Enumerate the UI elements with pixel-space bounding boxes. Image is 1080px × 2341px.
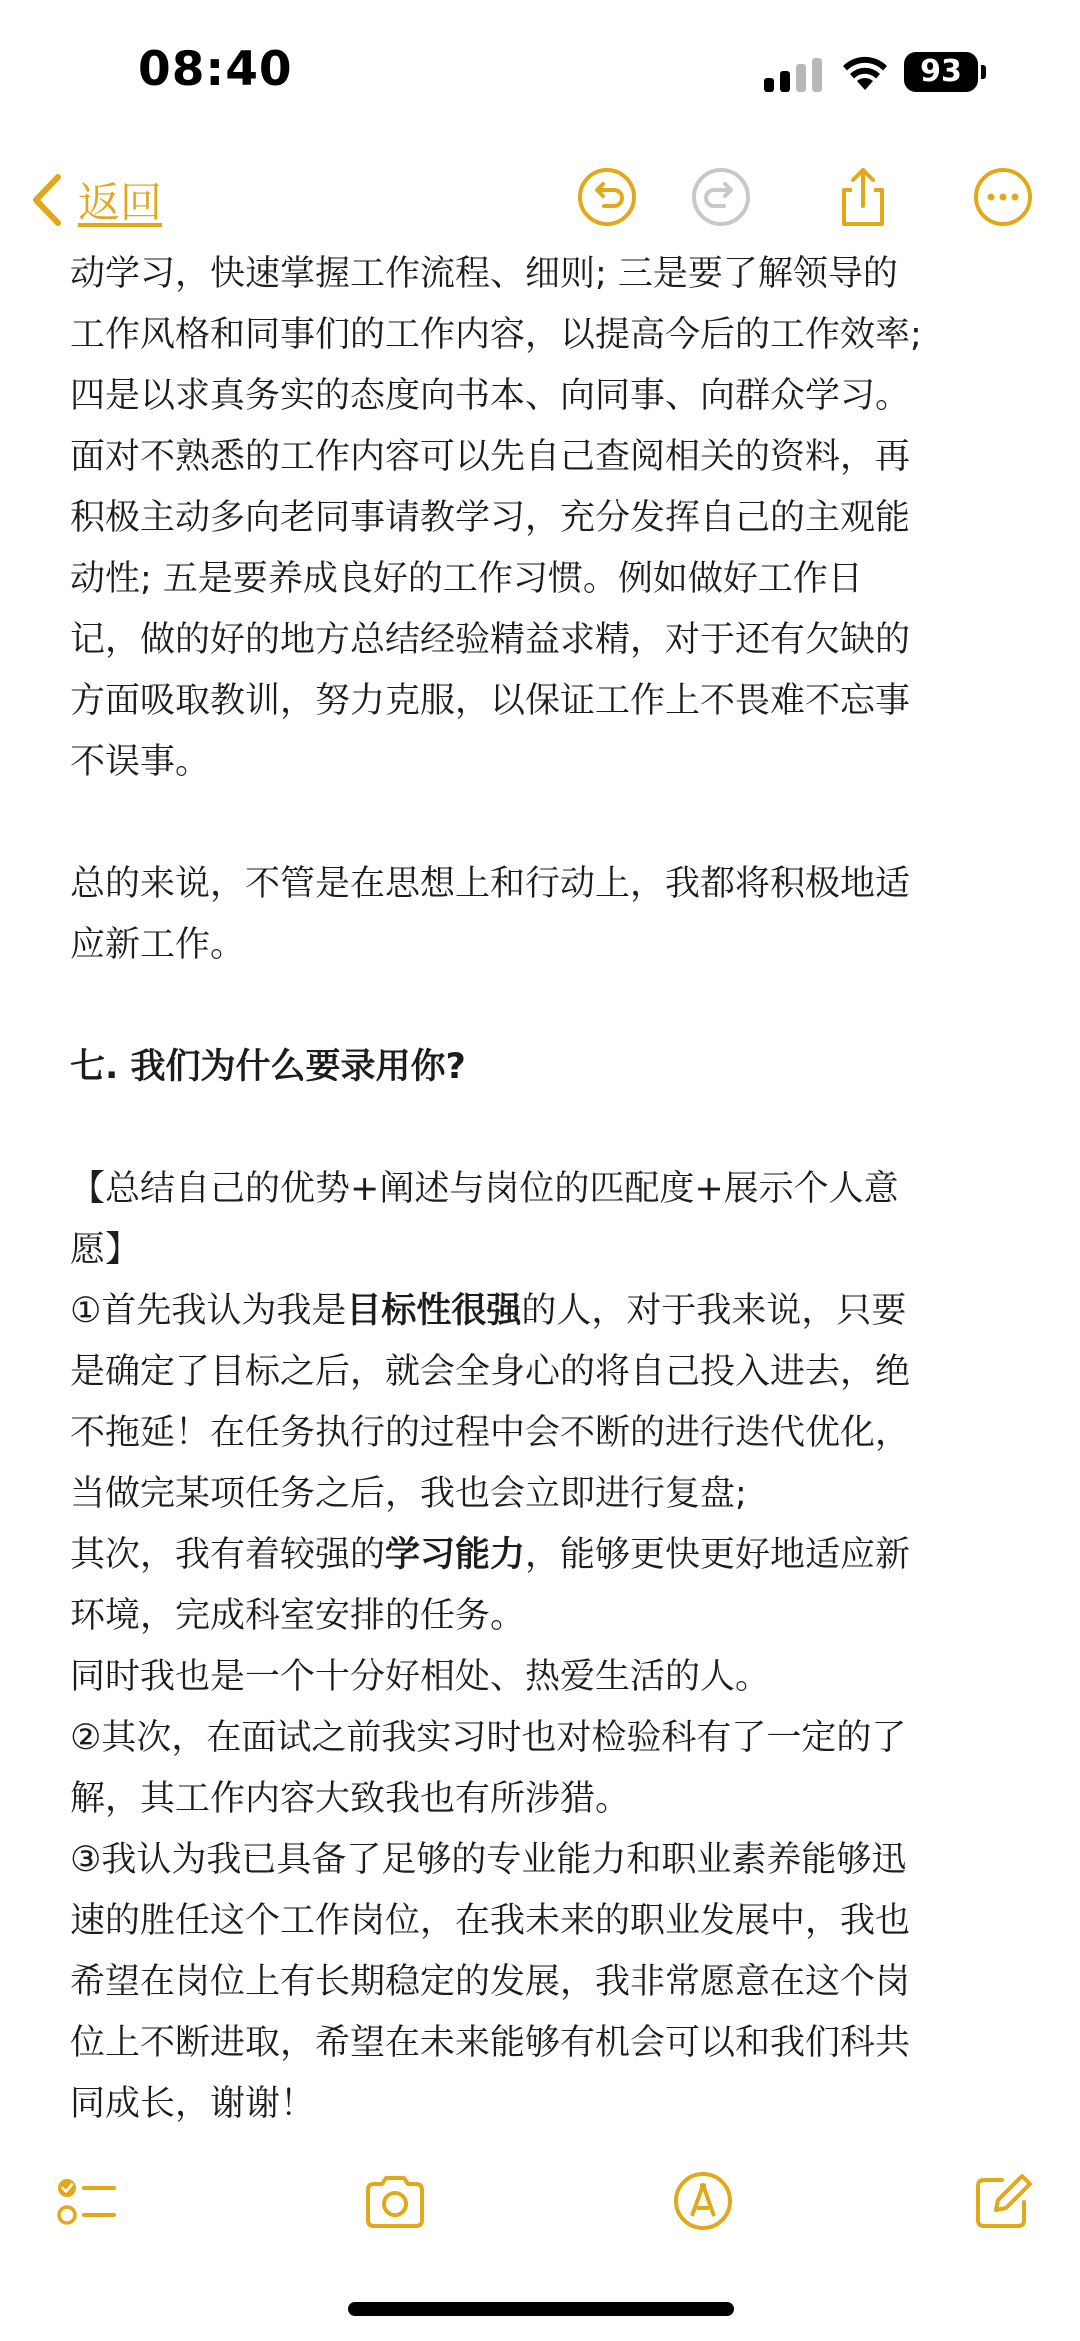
camera-icon[interactable] — [364, 2170, 426, 2232]
text-run: 环境，完成科室安排的任务。 — [70, 1596, 526, 1636]
home-indicator — [348, 2302, 734, 2316]
note-line — [70, 1586, 1030, 1647]
status-bar — [0, 0, 1080, 140]
blank-line — [70, 1098, 1030, 1159]
back-button[interactable] — [30, 160, 162, 240]
note-line — [70, 549, 1030, 610]
note-line — [70, 2074, 1030, 2135]
undo-icon[interactable] — [576, 166, 638, 228]
text-run: 不误事。 — [70, 742, 211, 782]
text-run: ③我认为我已具备了足够的专业能力和职业素养能够迅 — [70, 1840, 907, 1880]
note-line — [70, 1525, 1030, 1586]
note-line — [70, 1403, 1030, 1464]
blank-line — [70, 793, 1030, 854]
battery-level: 93 — [904, 52, 978, 92]
signal-icon — [764, 58, 824, 92]
text-run: 记，做的好的地方总结经验精益求精，对于还有欠缺的 — [70, 620, 911, 660]
note-line — [70, 1952, 1030, 2013]
text-run: 位上不断进取，希望在未来能够有机会可以和我们科共 — [70, 2023, 911, 2063]
note-line — [70, 305, 1030, 366]
text-run: 同时我也是一个十分好相处、热爱生活的人。 — [70, 1657, 771, 1697]
text-run: 积极主动多向老同事请教学习，充分发挥自己的主观能 — [70, 498, 911, 538]
text-run: 不拖延！在任务执行的过程中会不断的进行迭代优化， — [70, 1413, 911, 1453]
text-run: 愿】 — [70, 1230, 141, 1270]
note-line — [70, 366, 1030, 427]
wifi-icon — [842, 54, 888, 92]
note-line — [70, 1342, 1030, 1403]
note-line — [70, 1708, 1030, 1769]
note-line — [70, 915, 1030, 976]
more-icon[interactable] — [972, 166, 1034, 228]
text-run: 希望在岗位上有长期稳定的发展，我非常愿意在这个岗 — [70, 1962, 911, 2002]
text-run: 其次，我有着较强的 — [70, 1535, 386, 1575]
text-run: 动性; 五是要养成良好的工作习惯。例如做好工作日 — [70, 559, 863, 599]
text-run: 当做完某项任务之后，我也会立即进行复盘; — [70, 1474, 747, 1514]
battery-tip — [981, 65, 986, 79]
note-line — [70, 1647, 1030, 1708]
text-run: 解，其工作内容大致我也有所涉猎。 — [70, 1779, 631, 1819]
chevron-left-icon — [30, 173, 64, 227]
bold-text: 目标性很强 — [346, 1291, 522, 1331]
text-run: 工作风格和同事们的工作内容，以提高今后的工作效率; — [70, 315, 922, 355]
nav-bar — [0, 150, 1080, 250]
text-run: 是确定了目标之后，就会全身心的将自己投入进去，绝 — [70, 1352, 911, 1392]
text-run: 总的来说，不管是在思想上和行动上，我都将积极地适 — [70, 864, 911, 904]
bold-text: 七. 我们为什么要录用你? — [70, 1047, 466, 1087]
text-run: 四是以求真务实的态度向书本、向同事、向群众学习。 — [70, 376, 911, 416]
back-label: 返回 — [78, 178, 163, 227]
text-run: 【总结自己的优势+阐述与岗位的匹配度+展示个人意 — [70, 1169, 899, 1209]
status-time: 08:40 — [138, 42, 293, 97]
text-run: 应新工作。 — [70, 925, 246, 965]
battery-icon — [904, 52, 986, 92]
checklist-icon[interactable] — [56, 2170, 118, 2232]
text-run: ①首先我认为我是 — [70, 1291, 347, 1331]
redo-icon[interactable] — [690, 166, 752, 228]
note-line — [70, 1220, 1030, 1281]
text-run: 方面吸取教训，努力克服，以保证工作上不畏难不忘事 — [70, 681, 911, 721]
text-run: 动学习，快速掌握工作流程、细则; 三是要了解领导的 — [70, 254, 898, 294]
bold-text: 学习能力 — [385, 1535, 526, 1575]
note-line — [70, 671, 1030, 732]
note-line — [70, 1830, 1030, 1891]
note-body[interactable] — [70, 244, 1030, 2135]
note-line — [70, 854, 1030, 915]
note-line — [70, 1769, 1030, 1830]
share-icon[interactable] — [832, 166, 894, 228]
text-run: 同成长，谢谢！ — [70, 2084, 316, 2124]
text-run: ②其次，在面试之前我实习时也对检验科有了一定的了 — [70, 1718, 907, 1758]
note-line — [70, 488, 1030, 549]
text-run: 面对不熟悉的工作内容可以先自己查阅相关的资料，再 — [70, 437, 911, 477]
note-line — [70, 1891, 1030, 1952]
note-line — [70, 1281, 1030, 1342]
note-line — [70, 2013, 1030, 2074]
note-line — [70, 1037, 1030, 1098]
note-line — [70, 244, 1030, 305]
note-line — [70, 427, 1030, 488]
note-line — [70, 732, 1030, 793]
text-run: ，能够更快更好地适应新 — [525, 1535, 911, 1575]
note-line — [70, 610, 1030, 671]
blank-line — [70, 976, 1030, 1037]
markup-icon[interactable] — [672, 2170, 734, 2232]
text-run: 速的胜任这个工作岗位，在我未来的职业发展中，我也 — [70, 1901, 911, 1941]
note-line — [70, 1159, 1030, 1220]
note-line — [70, 1464, 1030, 1525]
bottom-toolbar — [0, 2160, 1080, 2240]
compose-icon[interactable] — [972, 2170, 1034, 2232]
text-run: 的人，对于我来说，只要 — [521, 1291, 907, 1331]
